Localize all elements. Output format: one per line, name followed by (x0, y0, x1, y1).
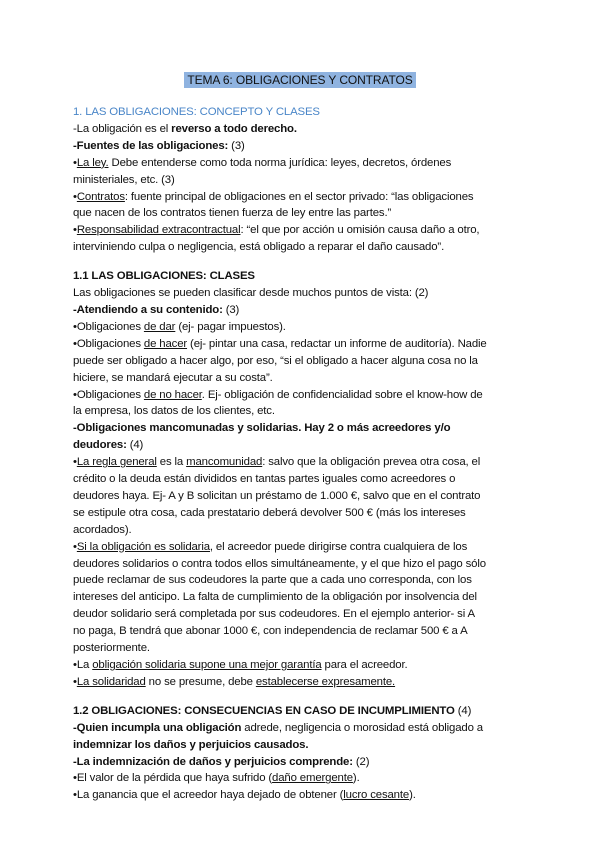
underlined-text: Responsabilidad extracontractual (76, 224, 241, 237)
bold-text: 1.1 LAS OBLIGACIONES: CLASES (73, 270, 255, 283)
paragraph-line: posteriormente. (73, 642, 150, 655)
list-item (73, 454, 533, 471)
bold-text: reverso a todo derecho. (171, 122, 297, 135)
paragraph-line (73, 302, 533, 319)
text-span: ). (352, 772, 360, 785)
bold-text: -La indemnización de daños y perjuicios comprende: (73, 755, 353, 768)
paragraph-line: deudores haya. Ej- A y B solicitan un préstamo de 1.000 €, salvo que en el contrato (73, 489, 481, 502)
underlined-text: La ley. (76, 156, 109, 169)
paragraph-line (73, 754, 533, 771)
underlined-text: de dar (143, 320, 176, 333)
paragraph-line: se estipule otra cosa, cada prestatario deberá devolver 500 € (más los intereses (73, 506, 466, 519)
text-span: es la (156, 456, 187, 469)
paragraph-line: deudores solidarios o contra todos ellos simultáneamente, y el que hizo el pago sólo (73, 557, 486, 570)
text-span: •La (73, 659, 93, 671)
bold-text: -Quien incumpla una obligación (73, 721, 242, 734)
text-span: adrede, negligencia o morosidad está obligado a (241, 721, 483, 734)
bullet: • (73, 156, 77, 169)
paragraph-line: Las obligaciones se pueden clasificar desde muchos puntos de vista: (2) (73, 287, 429, 300)
paragraph-line: interviniendo culpa o negligencia, está obligado a reparar el daño causado”. (73, 241, 445, 254)
paragraph-line: crédito o la deuda están divididos en tantas partes iguales como acreedores o (73, 473, 456, 486)
section-1-heading: 1. LAS OBLIGACIONES: CONCEPTO Y CLASES (73, 106, 320, 118)
title-wrap (0, 71, 600, 89)
underlined-text: mancomunidad (186, 456, 263, 469)
text-span: (ej- pintar una casa, redactar un informe de auditoría). Nadie (187, 337, 487, 350)
underlined-text: daño emergente (272, 772, 353, 785)
list-item (73, 770, 533, 787)
bullet: • (73, 224, 77, 237)
text-span: (3) (228, 139, 245, 152)
list-item (73, 222, 533, 239)
list-item (73, 189, 533, 206)
text-span: (3) (222, 303, 240, 316)
bold-text: -Obligaciones mancomunadas y solidarias. Hay 2 o más acreedores y/o (73, 422, 451, 435)
underlined-text: de hacer (143, 337, 188, 350)
underlined-text: La regla general (76, 456, 157, 469)
paragraph-line (73, 737, 533, 754)
text-span: . Ej- obligación de confidencialidad sobre el know-how de (201, 388, 483, 401)
text-span: •Obligaciones (73, 320, 144, 333)
section-1-1-heading (73, 268, 533, 285)
paragraph-line: la empresa, los datos de los clientes, etc. (73, 405, 275, 418)
spacer (73, 256, 533, 268)
list-item (73, 336, 533, 353)
paragraph-line: intereses del anticipo. La falta de cumplimiento de la obligación por insolvencia del (73, 591, 477, 604)
list-item (73, 539, 533, 556)
paragraph-line: no paga, B tendrá que abonar 1000 €, con independencia de reclamar 500 € a A (73, 625, 468, 638)
bullet: • (73, 540, 77, 553)
text-span: el acreedor puede dirigirse contra cualquiera de los (212, 540, 468, 553)
paragraph-line (73, 138, 533, 155)
paragraph-line: puede reclamar de sus codeudores la parte que a cada uno corresponda, con los (73, 574, 472, 587)
text-span: (4) (126, 439, 144, 452)
text-span: : “el que por acción u omisión causa daño a otro, (240, 224, 480, 237)
bold-text: -Atendiendo a su contenido: (73, 303, 223, 316)
paragraph-line (73, 121, 533, 138)
text-span: Debe entenderse como toda norma jurídica: leyes, decretos, órdenes (108, 156, 452, 169)
bullet: • (73, 456, 77, 469)
text-span: •Obligaciones (73, 388, 144, 401)
paragraph-line: deudor solidario será completada por sus codeudores. En el ejemplo anterior- si A (73, 608, 475, 621)
list-item (73, 387, 533, 404)
underlined-text: Contratos (76, 190, 125, 203)
paragraph-line (73, 420, 533, 437)
list-item (73, 787, 533, 804)
underlined-text: obligación solidaria supone una mejor garantía (92, 659, 322, 671)
text-span: (2) (352, 755, 370, 768)
text-span: para el acreedor. (321, 659, 408, 671)
paragraph-line: puede ser obligado a hacer algo, por eso, “si el obligado a hacer alguna cosa no la (73, 354, 478, 367)
list-item (73, 657, 533, 674)
text-span: •La ganancia que el acreedor haya dejado de obtener ( (73, 789, 344, 802)
text-span: •El valor de la pérdida que haya sufrido ( (73, 772, 273, 785)
list-item (73, 155, 533, 172)
underlined-text: lucro cesante (343, 789, 410, 802)
bold-text: deudores: (73, 439, 127, 452)
paragraph-line (73, 437, 533, 454)
document-body (73, 104, 533, 804)
text-span: (ej- pagar impuestos). (175, 320, 286, 333)
document-title: TEMA 6: OBLIGACIONES Y CONTRATOS (184, 72, 415, 88)
bold-text: indemnizar los daños y perjuicios causados. (73, 738, 309, 751)
spacer (73, 691, 533, 703)
bold-text: 1.2 OBLIGACIONES: CONSECUENCIAS EN CASO DE INCUMPLIMIENTO (73, 704, 455, 717)
underlined-text: Si la obligación es solidaria, (76, 540, 213, 553)
paragraph-line: hiciere, se mandará ejecutar a su costa”. (73, 371, 273, 384)
underlined-text: establecerse expresamente. (255, 675, 396, 688)
text-span: : fuente principal de obligaciones en el sector privado: “las obligaciones (124, 190, 474, 203)
paragraph-line: ministeriales, etc. (3) (73, 173, 175, 186)
bold-text: -Fuentes de las obligaciones: (73, 139, 229, 152)
bullet: • (73, 675, 77, 688)
text-span: •Obligaciones (73, 337, 144, 350)
paragraph-line: que nacen de los contratos tienen fuerza de ley entre las partes.” (73, 207, 392, 220)
text-span: ). (409, 789, 416, 802)
bullet: • (73, 190, 77, 203)
section-1-2-heading (73, 703, 533, 720)
list-item (73, 674, 533, 691)
underlined-text: La solidaridad (76, 675, 146, 688)
text-span: -La obligación es el (73, 122, 172, 135)
underlined-text: de no hacer (143, 388, 202, 401)
text-span: (4) (454, 704, 472, 717)
text-span: : salvo que la obligación prevea otra cosa, el (262, 456, 481, 469)
text-span: no se presume, debe (145, 675, 256, 688)
paragraph-line (73, 720, 533, 737)
list-item (73, 319, 533, 336)
paragraph-line: acordados). (73, 523, 132, 536)
